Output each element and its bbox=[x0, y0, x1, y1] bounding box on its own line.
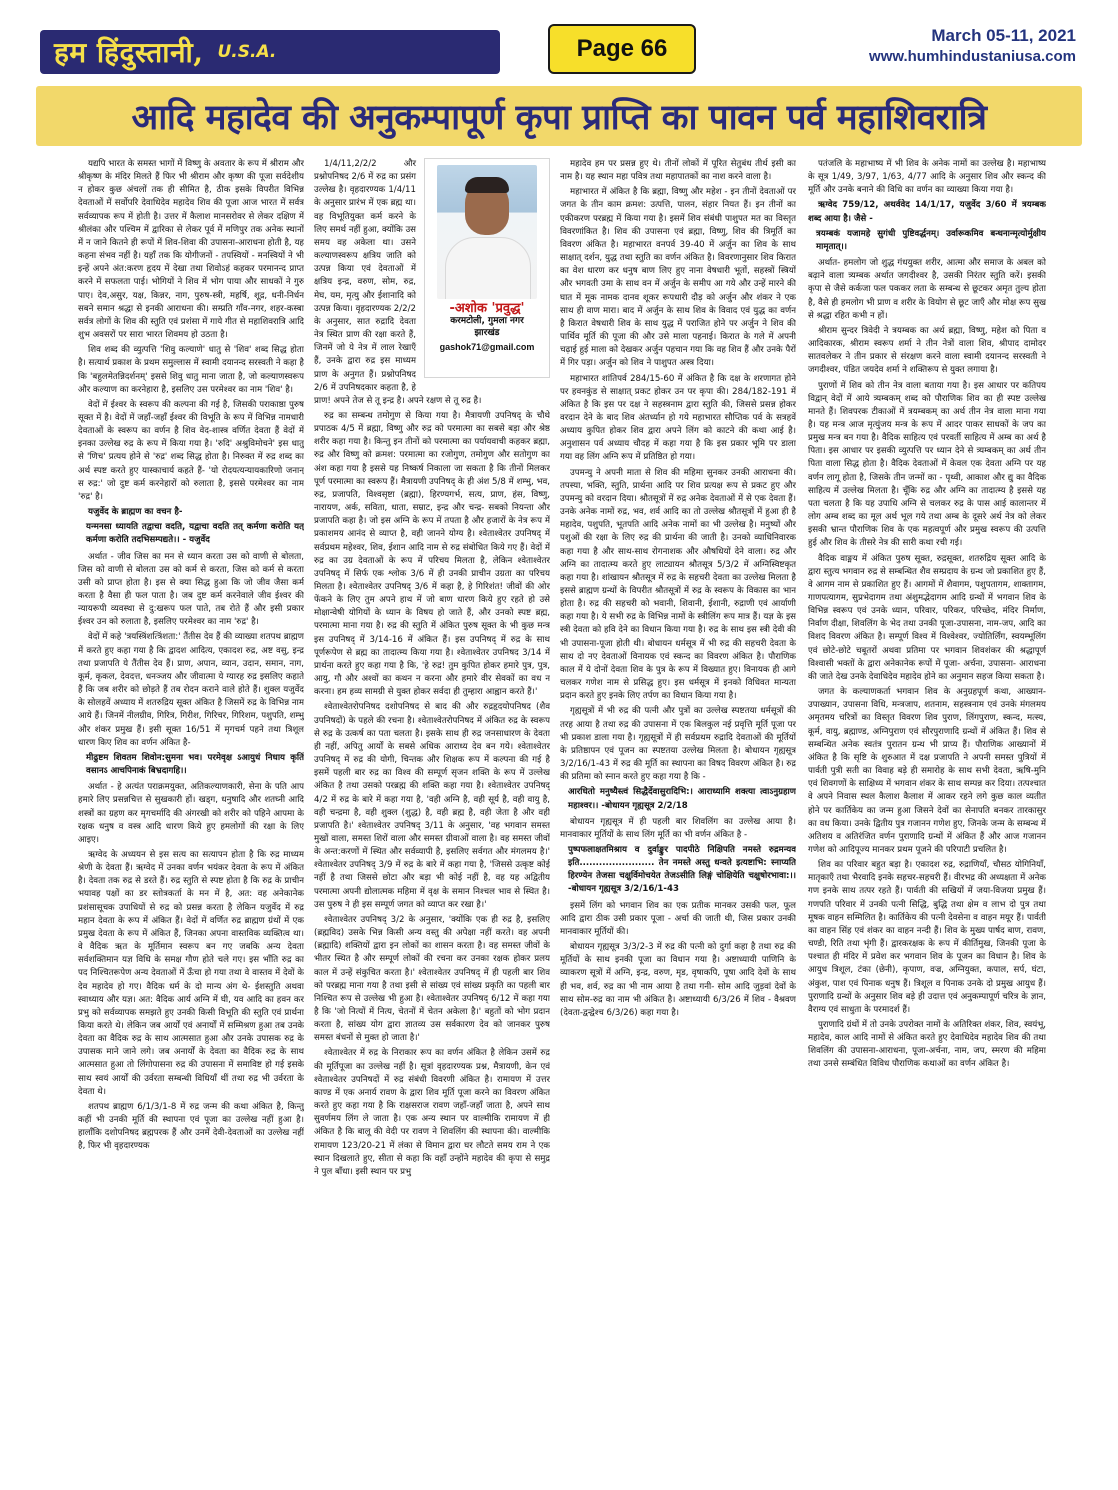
paragraph: शिव शब्द की व्युत्पत्ति 'शिवु कल्याणे' धातु से 'शिव' शब्द सिद्ध होता है। सत्यार्थ प्रकाश के प्रथम समुल्लास में स्वामी दयानन्द सरस्वती ने कहा है कि 'बहुलमेतन्निदर्शनम्' इससे शिवु धातु माना जाता है, जो कल्याणस्वरूप और कल्याण का करनेहारा है, इसलिए उस परमेश्वर का नाम 'शिव' है। bbox=[78, 345, 304, 395]
paragraph: अर्थात- हमलोग जो शुद्ध गंधयुक्त शरीर, आत्मा और समाज के अबल को बढ़ाने वाला त्र्यम्बक अर्थात जगदीश्वर है, उसकी निरंतर स्तुति करें। इसकी कृपा से जैसे कर्कजा फल पककर लता के सम्बन्ध से छूटकर अमृत तुल्य होता है, वैसे ही हमलोग भी प्राण व शरीर के वियोग से छूट जाएँ और मोक्ष रूप सुख से श्रद्धा रहित कभी न हों। bbox=[808, 258, 1046, 321]
paragraph: रुद्र का सम्बन्ध तमोगुण से किया गया है। मैत्रायणी उपनिषद् के चौथे प्रपाठक 4/5 में ब्रह्मा, विष्णु और रुद्र को परमात्मा का सबसे बड़ा और श्रेष्ठ शरीर कहा गया है। किन्तु इन तीनों को परमात्मा का पर्यायवाची कहकर ब्रह्मा, रुद्र और विष्णु को क्रमश: परमात्मा का रजोगुण, तमोगुण और सतोगुण का अंश कहा गया है इससे यह निष्कर्ष निकाला जा सकता है कि तीनों मिलकर पूर्ण परमात्मा का स्वरूप हैं। मैत्रायणी उपनिषद् के ही अंश 5/8 में शम्भु, भव, रुद्र, प्रजापति, विश्वसृष्टा (ब्रह्मा), हिरण्यगर्भ, सत्य, प्राण, हंस, विष्णु, नारायण, अर्क, सविता, धाता, सम्राट, इन्द्र और चन्द्र- सबको नियन्ता और प्रजापति कहा है। जो इस अग्नि के रूप में तपता है और हजारों के नेत्र रूप में प्रकाशमय आनंद से व्याप्त है, वही जानने योग्य है। श्वेताश्वेतर उपनिषद् में सर्वप्रथम महेश्वर, शिव, ईशान आदि नाम से रुद्र संबोधित किये गए हैं। वेदों में रुद्र का उग्र देवताओं के रूप में परिचय मिलता है, लेकिन श्वेताश्वेतर उपनिषद् में सिर्फ एक श्लोक 3/6 में ही उनकी प्राचीन उग्रता का परिचय मिलता है। श्वेताश्वेतर उपनिषद् 3/6 में कहा है, हे गिरिशंत! जीवों की ओर फेंकने के लिए तुम अपने हाथ में जो बाण धारण किये हुए रहते हो उसे मोक्षान्वेषी योगियों के ध्यान के विषय हो जाते हैं, और उनको स्पष्ट ब्रह्म, परमात्मा माना गया है। रुद्र की स्तुति में अंकित पुरुष सूक्त के भी कुछ मन्त्र इस उपनिषद् में 3/14-16 में अंकित हैं। इस उपनिषद् में रुद्र के साथ पूर्णरूपेण से ब्रह्म का तादात्म्य किया गया है। श्वेताश्वेतर उपनिषद 3/14 में प्रार्थना करते हुए कहा गया है कि, 'हे रुद्र! तुम कुपित होकर हमारे पुत्र, पुत्र, आयु, गौ और अश्वों का कथन न करना और हमारे वीर सेवकों का वध न करना। हम हव्य सामग्री से युक्त होकर सर्वदा ही तुम्हारा आह्वान करते हैं।' bbox=[314, 410, 550, 698]
paragraph: बोधायन गृह्यसूत्र में ही पहली बार शिवलिंग का उल्लेख आया है। मानवाकार मूर्तियों के साथ लिंग मूर्ति का भी वर्णन अंकित है - bbox=[560, 816, 796, 840]
paragraph: वैदिक वाङ्मय में अंकित पुरुष सूक्त, रुद्रसूक्त, शतरुद्रिय सूक्त आदि के द्वारा स्तुत्य भगवान रुद्र से सम्बन्धित शैव सम्प्रदाय के ग्रन्थ जो प्रकाशित हुए हैं, वे आगम नाम से प्रकाशित हुए हैं। आगमों में शैवागम, पशुपतागम, शाक्तागम, गाणपत्यागम, सुप्रभेदागम तथा अंशुमद्भेदागम आदि ग्रन्थों में भगवान शिव के विभिन्न स्वरूप एवं उनके ध्यान, परिवार, परिकर, परिच्छेद, मंदिर निर्माण, निर्वाण दीक्षा, शिवलिंग के भेद तथा उनकी पूजा-उपासना, नाम-जप, आदि का विशद विवरण अंकित है। सम्पूर्ण विश्व में विश्वेश्वर, ज्योतिर्लिंग, स्वयम्भूलिंग एवं छोटे-छोटे चबूतरों अथवा प्रतिमा पर भगवान शिवशंकर की श्रद्धापूर्ण विश्वासी भक्तों के द्वारा अनेकानेक रूपों में पूजा- अर्चना, उपासना- आराधना की जाते देख उनके देवाधिदेव महादेव होने का अनुमान सहज किया सकता है। bbox=[808, 553, 1046, 682]
issue-date: March 05-11, 2021 bbox=[931, 26, 1076, 45]
website-link[interactable]: www.humhindustaniusa.com bbox=[869, 48, 1076, 65]
masthead bbox=[0, 0, 1118, 80]
article-column-2 bbox=[314, 158, 550, 1480]
paragraph: महाभारत शांतिपर्व 284/15-60 में अंकित है कि दक्ष के शरणागत होने पर हवनकुंड से साक्षात् प्रकट होकर उन पर कृपा की। 284/182-191 में अंकित है कि इस पर दक्ष ने सहस्त्रनाम द्वारा स्तुति की, जिससे प्रसन्न होकर वरदान देने के बाद शिव अंतर्ध्यान हो गये महाभारत सौप्तिक पर्व के सत्रहवें अध्याय कुपित होकर शिव द्वारा अपने लिंग को काटने की कथा आई है। अनुशासन पर्व अध्याय चौदह में कहा गया है कि इस प्रकार भूमि पर डाला गया वह लिंग अग्नि रूप में प्रतिष्ठित हो गया। bbox=[560, 373, 796, 463]
paragraph: श्वेताश्वेतर में रुद्र के निराकार रूप का वर्णन अंकित है लेकिन उसमें रुद्र की मूर्तिपूजा का उल्लेख नहीं है। सूत्रां वृहदारण्यक प्रश्न, मैत्रायणी, केन एवं श्वेताश्वेतर उपनिषदों में रुद्र संबंधी विवरणी अंकित है। रामायण में उत्तर काण्ड में एक अनार्य रावण के द्वारा शिव मूर्ति पूजा करने का विवरण अंकित करते हुए कहा गया है कि राक्षसराज रावण जहाँ-जहाँ जाता है, अपने साथ सुवर्णमय लिंग ले जाता है। एक अन्य स्थान पर वाल्मीकि रामायण में ही अंकित है कि बालू की वेदी पर रावण ने शिवलिंग की स्थापना की। वाल्मीकि रामायण 123/20-21 में लंका से विमान द्वारा घर लौटते समय राम ने एक स्थान दिखलाते हुए, सीता से कहा कि वहाँ उन्होंने महादेव की कृपा से समुद्र ने पुल बाँधा। इसी स्थान पर प्रभु bbox=[314, 1048, 550, 1177]
paragraph: इसमें लिंग को भगवान शिव का एक प्रतीक मानकर उसकी फल, फूल आदि द्वारा ठीक उसी प्रकार पूजा - अर्चा की जाती थी, जिस प्रकार उनकी मानवाकार मूर्तियों की। bbox=[560, 900, 796, 937]
author-card bbox=[424, 158, 550, 378]
page-number-badge bbox=[548, 24, 696, 74]
paragraph: महाभारत में अंकित है कि ब्रह्मा, विष्णु और महेश - इन तीनों देवताओं पर जगत के तीन काम क्रमश: उत्पत्ति, पालन, संहार नियत हैं। इन तीनों का एकीकरण परब्रह्म में किया गया है। इसमें शिव संबंधी पाशुपत मत का विस्तृत विवरणांकित है। शिव की उपासना एवं ब्रह्मा, विष्णु, शिव की त्रिमूर्ति का विवरण अंकित है। महाभारत वनपर्व 39-40 में अर्जुन का शिव के साथ साक्षात् दर्शन, युद्ध तथा स्तुति का वर्णन अंकित है। विवरणानुसार शिव किरात का वेश धारण कर धनुष बाण लिए हुए नाना वेषधारी भूतों, सहस्त्रों स्त्रियों और भगवती उमा के साथ वन में अर्जुन के समीप आ गये और उन्हें मारने की घात में मूक नामक दानव शूकर रूपधारी दौड़ को अर्जुन और शंकर ने एक साथ ही वाण मारा। बाद में अर्जुन के साथ शिव के विवाद एवं युद्ध का वर्णन है किरात वेषधारी शिव के साथ युद्ध में पराजित होने पर अर्जुन ने शिव की पार्थिव मूर्ति की पूजा की और उसे माला पहनाई। किरात के गले में अपनी चढ़ाई हुई माला को देखकर अर्जुन पहचान गया कि वह शिव हैं और उनके पैरों में गिर पड़ा। अर्जुन को शिव ने पाशुपत अस्त्र दिया। bbox=[560, 187, 796, 369]
paragraph: अर्थात - जीव जिस का मन से ध्यान करता उस को वाणी से बोलता, जिस को वाणी से बोलता उस को कर्म से करता, जिस को कर्म से करता उसी को प्राप्त होता है। इस से क्या सिद्ध हुआ कि जो जीव जैसा कर्म करता है वैसा ही फल पाता है। जब दुष्ट कर्म करनेवाले जीव ईश्वर की न्यायरूपी व्यवस्था से दु:खरूप फल पाते, तब रोते हैं और इसी प्रकार ईश्वर उन को रुलाता है, इसलिए परमेश्वर का नाम 'रुद्र' है। bbox=[78, 551, 304, 628]
newspaper-brand-bar bbox=[40, 30, 500, 74]
author-name: -अशोक 'प्रवुद्ध' bbox=[449, 301, 525, 316]
paragraph: गृह्यसूत्रों में भी रुद्र की पत्नी और पुत्रों का उल्लेख स्पष्टतया धर्मसूत्रों की तरह आया है तथा रुद्र की उपासना में एक बिलकुल नई प्रवृत्ति मूर्ति पूजा पर भी प्रकाश डाला गया है। गृह्यसूत्रों में ही सर्वप्रथम रुद्रादि देवताओं की मूर्तियों के प्रतिष्ठापन एवं पूजन का स्पष्टतया उल्लेख मिलता है। बोधायन गृह्यसूत्र 3/2/16/1-43 में रुद्र की मूर्ति का स्थापना का विषद विवरण अंकित है। रुद्र की प्रतिमा को स्नान करते हुए कहा गया है कि - bbox=[560, 706, 796, 783]
paragraph: पुराणों में शिव को तीन नेत्र वाला बताया गया है। इस आधार पर कतिपय विद्वान् वेदों में आये त्र्यम्बकम् शब्द को पौराणिक शिव का ही स्पष्ट उल्लेख मानते हैं। शिवपरक टीकाओं में त्रयम्बकम् का अर्थ तीन नेत्र वाला माना गया है। यह मन्त्र आज मृत्युंजय मन्त्र के रूप में आदर पाकर साधकों के जप का प्रमुख मन्त्र बन गया है। वैदिक साहित्य एवं परवर्ती साहित्य में अम्ब का अर्थ है पिता। इस आधार पर इसकी व्युत्पत्ति पर ध्यान देने से त्र्यम्बकम् का अर्थ तीन पिता वाला सिद्ध होता है। वैदिक देवताओं में केवल एक देवता अग्नि पर यह वर्णन लागू होता है, जिसके तीन जन्मों का - पृथ्वी, आकाश और द्यु का वैदिक साहित्य में उल्लेख मिलता है। चूँकि रुद्र और अग्नि का तादात्म्य है इससे यह पता चलता है कि यह उपाधि अग्नि से चलकर रुद्र के पास आई कालान्तर में लोग अम्ब शब्द का मूल अर्थ भूल गये तथा अम्ब के दूसरे अर्थ नेत्र को लेकर इसकी भ्रान्त पौराणिक शिव के एक महत्वपूर्ण और प्रमुख स्वरूप की उत्पत्ति हुई और शिव के तीसरे नेत्र की सारी कथा रची गई। bbox=[808, 380, 1046, 549]
sanskrit-verse: आरधितो मनुष्यैस्त्वं सिद्धैर्देवासुरादिभि:। आराध्यामि शक्त्या त्वाऽनुग्रहाण महाश्वर।। -बोधायन गृह्यसूत्र 2/2/18 bbox=[568, 787, 796, 811]
mantra-verse: त्रयम्बकं यजामहे सुगंधी पुष्टिवर्द्धनम्। उर्वारूकमिव बन्धनान्मृत्योर्मुक्षीय मामृतात्।। bbox=[816, 228, 1046, 252]
paragraph: श्वेताश्वेतर उपनिषद् 3/2 के अनुसार, 'क्योंकि एक ही रुद्र है, इसलिए (ब्रह्मविद) उसके भिन्न किसी अन्य वस्तु की अपेक्षा नहीं करते। वह अपनी (ब्रह्मादि) शक्तियों द्वारा इन लोकों का शासन करता है। वह समस्त जीवों के भीतर स्थित है और सम्पूर्ण लोकों की रचना कर उनका रक्षक होकर प्रलय काल में उन्हें संकुचित करता है।' श्वेताश्वेतर उपनिषद् में ही पहली बार शिव को परब्रह्म माना गया है तथा इसी से सांख्य एवं सांख्य प्रकृति का पहली बार निश्चित रूप से उल्लेख भी हुआ है। श्वेताश्वेतर उपनिषद् 6/12 में कहा गया है कि 'जो नित्यों में नित्य, चेतनों में चेतन अकेला है।' बहुतों को भोग प्रदान करता है, सांख्य योग द्वारा ज्ञातव्य उस सर्वकारण देव को जानकर पुरुष समस्त बंधनों से मुक्त हो जाता है।' bbox=[314, 914, 550, 1044]
issue-info bbox=[869, 26, 1076, 65]
vedic-reference: ऋग्वेद 759/12, अथर्ववेद 14/1/17, यजुर्वेद 3/60 में त्रयम्बक शब्द आया है। जैसे - bbox=[808, 200, 1046, 224]
article-body bbox=[78, 158, 1046, 1480]
paragraph: बोधायन गृह्यसूत्र 3/3/2-3 में रुद्र की पत्नी को दुर्गा कहा है तथा रुद्र की मूर्तियों के साथ इनकी पूजा का विधान गया है। अष्टाध्यायी पाणिनि के व्याकरण सूत्रों में अग्नि, इन्द्र, वरुण, मृड, वृषाकपि, पूषा आदि देवों के साथ ही भव, शर्व, रुद्र का भी नाम आया है तथा गनी- सोम आदि जुड़वां देवों के साथ सोम-रुद्र का नाम भी अंकित है। अष्टाध्यायी 6/3/26 में शिव - वैश्रवण (देवता-द्वन्द्वेश्च 6/3/26) कहा गया है। bbox=[560, 942, 796, 1018]
sanskrit-verse: यन्मनसा ध्यायति तद्वाचा वदति, यद्वाचा वदति तत् कर्मणा करोति यत् कर्मणा करोति तदभिसम्पद्यते।। - यजुर्वेद bbox=[86, 522, 304, 546]
paragraph: शतपथ ब्राह्मण 6/1/3/1-8 में रुद्र जन्म की कथा अंकित है, किन्तु कहीं भी उनकी मूर्ति की स्थापना एवं पूजा का उल्लेख नहीं हुआ है। हालाँकि दशोपनिषद ब्रह्मपरक हैं और उनमें देवी-देवताओं का उल्लेख नहीं है, फिर भी वृहदारण्यक bbox=[78, 1101, 304, 1152]
paragraph: यद्यपि भारत के समस्त भागों में विष्णु के अवतार के रूप में श्रीराम और श्रीकृष्ण के मंदिर मिलते हैं फिर भी श्रीराम और कृष्ण की पूजा सर्वदेशीय न होकर कुछ अंचलों तक ही सीमित है, ठीक इसके विपरीत विभिन्न देवताओं में सर्वोपरि देवाधिदेव महादेव शिव की पूजा आज भारत में सर्वत्र सर्वव्यापक रूप में होती है। उत्तर में कैलाश मानसरोवर से लेकर दक्षिण में श्रीलंका और पश्चिम में द्वारिका से लेकर पूर्व में मणिपुर तक अनेक स्थानों में न जाने कितने ही रूपों में शिव-शिवा की उपासना-आराधना होती है, यह कहना संभव नहीं है। यहाँ तक कि योगीजनों - तपस्वियों - मनस्वियों ने भी इन्हें अपने अंत:करण हृदय में देखा तथा शिवोऽहं कहकर परमानन्द प्राप्त करने में सफलता पाई। भोगियों ने शिव में भोग पाया और साधकों ने गुरु पाए। देव,असुर, यक्ष, किन्नर, नाग, पुरुष-स्त्री, महर्षि, शूद्र, धनी-निर्धन सबने समान श्रद्धा से इनकी आराधना की। सम्प्रति गाँव-नगर, शहर-कस्बा सर्वत्र लोगों के शिव की स्तुति एवं प्रशंसा में गाये गीत से महाशिवरात्रि आदि शुभ अवसरों पर सारा भारत शिवमय हो उठता है। bbox=[78, 159, 304, 341]
sanskrit-verse: पुष्पफलाक्षतमिश्राय व दुर्वाङ्कुर पादपीठे निक्षिपति नमस्ते रुद्रमन्यव इति....................... तेन नमस्ते अस्तु धन्वते इत्यष्टाभि: स्नाप्यति हिरण्येन तेजसा चक्षुर्विमोचयेत तेजऽसीति लिङ्गं चोक्षियेति चक्षुषोरभावा:।। -बोधायन गृह्यसूत्र 3/2/16/1-43 bbox=[568, 844, 796, 895]
sanskrit-verse: मीढुष्टम शिवतम शिवोन:सुमना भव। परमेवृक्ष ऽआयुधं निधाय कृतिं वसानऽ आचपिनाकं बिभ्रदागहि।। bbox=[86, 752, 304, 777]
author-email[interactable]: gashok71@gmail.com bbox=[439, 342, 535, 352]
section-lead: यजुर्वेद के ब्राह्मण का वचन है- bbox=[88, 507, 183, 518]
paragraph: पतंजलि के महाभाष्य में भी शिव के अनेक नामों का उल्लेख है। महाभाष्य के सूत्र 1/49, 3/97, 1/63, 4/77 आदि के अनुसार शिव और स्कन्द की मूर्ति और उनके बनाने की विधि का वर्णन का व्याख्या किया गया है। bbox=[808, 159, 1046, 196]
page-number: Page 66 bbox=[576, 35, 668, 62]
paragraph: शिव का परिवार बहुत बड़ा है। एकादश रुद्र, रुद्राणियाँ, चौसठ योगिनियाँ, मातृकाएँ तथा भैरवादि इनके सहचर-सहचरी हैं। वीरभद्र की अध्यक्षता में अनेक गण इनके साथ तत्पर रहते हैं। पार्वती की सखियों में जया-विजया प्रमुख हैं। गणपति परिवार में उनकी पत्नी सिद्धि, बुद्धि तथा क्षेम व लाभ दो पुत्र तथा मूषक वाहन सम्मिलित है। कार्तिकेय की पत्नी देवसेना व वाहन मयूर हैं। पार्वती का वाहन सिंह एवं शंकर का वाहन नन्दी हैं। शिव के मुख्य पार्षद बाण, रावण, चण्डी, रिति तथा भृंगी हैं। द्वारकरक्षक के रूप में कीर्तिमुख, जिनकी पूजा के पश्चात ही मंदिर में प्रवेश कर भगवान शिव के पूजन का विधान है। शिव के आयुध त्रिशूल, टंका (छेनी), कृपाण, वज्र, अग्नियुक्त, कपाल, सर्प, घंटा, अंकुश, पाश एवं पिनाक धनुष हैं। त्रिशूल व पिनाक उनके दो प्रमुख आयुध हैं। पुराणादि ग्रन्थों के अनुसार शिव बड़े ही उदात्त एवं अनुकम्पापूर्ण चरित्र के ज्ञान, वैराग्य एवं साधुता के परमादर्श हैं। bbox=[808, 860, 1046, 1015]
paragraph: महादेव हम पर प्रसन्न हुए थे। तीनों लोकों में पूरित सेतुबंध तीर्थ इसी का नाम है। यह स्थान महा पवित्र तथा महापातकों का नाश करने वाला है। bbox=[560, 159, 796, 183]
article-column-3 bbox=[560, 158, 796, 1480]
paragraph: जगत के कल्याणकर्ता भगवान शिव के अनुग्रहपूर्ण कथा, आख्यान- उपाख्यान, उपासना विधि, मन्त्रजाप, शतनाम, सहस्त्रनाम एवं उनके मंगलमय अमृतमय चरित्रों का विस्तृत विवरण शिव पुराण, लिंगपुराण, स्कन्द, मत्स्य, कूर्म, वायु, ब्रह्माण्ड, अग्निपुराण एवं सौरपुराणादि ग्रन्थों में अंकित हैं। शिव से सम्बन्धित अनेक स्वतंत्र पुरातन ग्रन्थ भी प्राप्य हैं। पौराणिक आख्यानों में अंकित है कि सृष्टि के शुरुआत में दक्ष प्रजापति ने अपनी समस्त पुत्रियों में पार्वती पुत्री सती का विवाह बड़े ही समारोह के साथ सभी देवता, ऋषि-मुनि एवं शिवगणों के साक्षिध्य में भगवान शंकर के साथ सम्पन्न कर दिया। तत्पश्चात वे अपने निवास स्थल कैलाश कैलाश में आकर रहने लगे कुछ काल व्यतीत होने पर कार्तिकेय का जन्म हुआ जिसने देवों का सेनापति बनकर तारकासुर का वध किया। उनके द्वितीय पुत्र गजानन गणेश हुए, जिनके जन्म के सम्बन्ध में अतिशय व अतिरंजित वर्णन पुराणादि ग्रन्थों में अंकित हैं और आज गजानन गणेश को आदिपूज्य मानकर प्रथम पूजने की परिपाटी प्रचलित है। bbox=[808, 687, 1046, 855]
newspaper-name: हम हिंदुस्तानी, bbox=[54, 36, 204, 69]
paragraph: वेदों में कहे 'त्रयस्त्रिंशत्त्रिंशता:' तैंतीस देव हैं की व्याख्या शतपथ ब्राह्मण में करते हुए कहा गया है कि द्वादश आदित्य, एकादश रुद्र, अष्ट वसु, इन्द्र तथा प्रजापति ये तैंतीस देव हैं। प्राण, अपान, व्यान, उदान, समान, नाग, कूर्म, कृकल, देवदत्त, धनञ्जय और जीवात्मा ये ग्यारह रुद्र इसलिए कहाते हैं कि जब शरीर को छोड़ते हैं तब रोदन कराने वाले होते हैं। शुक्ल यजुर्वेद के सोलहवें अध्याय में शतरुद्रिय सूक्त अंकित है जिसमें रुद्र के विभिन्न नाम आये हैं। जिनमें नीलग्रीव, गिरित्र, गिरीश, गिरिचर, गिरिशम, पशुपति, शम्भु और शंकर प्रमुख हैं। इसी सूक्त 16/51 में मृगचर्म पहने तथा त्रिशूल धारण किए शिव का वर्णन अंकित है- bbox=[78, 632, 304, 748]
paragraph: अर्थात - हे अत्यंत पराक्रमयुक्त, अतिकल्याणकारी, सेना के पति आप हमारे लिए प्रसन्नचित्त से सुखकारी हों। खड्ग, धनुषादि और शतघ्नी आदि शस्त्रों का ग्रहण कर मृगचर्मादि की अंगरखी को शरीर को पहिने आपमा के रक्षक धनुष व वस्त्र आदि धारण किये हुए हमलोगों की रक्षा के लिए आइए। bbox=[78, 782, 304, 845]
paragraph: पुराणादि ग्रंथों में तो उनके उपरोक्त नामों के अतिरिक्त शंकर, शिव, स्वयंभू, महादेव, काल आदि नामों से अंकित करते हुए देवाधिदेव महादेव शिव की तथा शिवलिंग की उपासना-आराधना, पूजा-अर्चना, नाम, जप, स्मरण की महिमा तथा उनसे सम्बंधित विविध पौराणिक कथाओं का वर्णन अंकित है। bbox=[808, 1020, 1046, 1070]
article-column-1 bbox=[78, 158, 304, 1480]
author-location-line-2: झारखंड bbox=[474, 328, 500, 338]
article-headline-banner bbox=[36, 86, 1082, 146]
article-headline: आदि महादेव की अनुकम्पापूर्ण कृपा प्राप्ति का पावन पर्व महाशिवरात्रि bbox=[131, 97, 987, 138]
paragraph: ऋग्वेद के अध्ययन से इस सत्य का सत्यापन होता है कि रुद्र माध्यम श्रेणी के देवता हैं। ऋग्वेद में उनका वर्णन भयंकर देवता के रूप में अंकित है। देवता तक रुद्र से डरते हैं। रुद्र स्तुति से स्पष्ट होता है कि रुद्र के प्राचीन भयावह पक्षों का डर स्तोत्रकर्ता के मन में है, अत: वह अनेकानेक प्रशंसासूचक उपाधियों से रुद्र को प्रसन्न करता है लेकिन यजुर्वेद में रुद्र महान देवता के रूप में अंकित हैं। वेदों में वर्णित रुद्र ब्राह्मण ग्रंथों में एक प्रमुख देवता के रूप में अंकित हैं, जिनका अपना वास्तविक व्यक्तित्व था। वे वैदिक ऋत के मूर्तिमान स्वरूप बन गए जबकि अन्य देवता सर्वशक्तिमान यज्ञ विधि के समक्ष गौण होते चले गए। इस भाँति रुद्र का पद निश्चितरूपेण अन्य देवताओं में ऊँचा हो गया तथा वे वास्तव में देवों के देव महादेव हो गए। वैदिक धर्म के दो मान्य अंग थे- ईशस्तुति अथवा स्वाध्याय और यज्ञ। अत: वैदिक आर्य अग्नि में घी, यव आदि का हवन कर प्रभु को सर्वव्यापक समझते हुए उनकी किसी विभूति की स्तुति एवं प्रार्थना किया करते थे। लेकिन जब आर्यों एवं अनार्यों में सम्मिश्रण हुआ तब उनके देवता का वैदिक रुद्र के साथ आत्मसात हुआ और उनके उपासक रुद्र के उपासक माने जाने लगे। जब अनार्यों के देवता का वैदिक रुद्र के साथ आत्मसात हुआ तो लिंगोपासना रुद्र की उपासना में समाविष्ट हो गई इसके साथ स्वयं आर्यों की उर्वरता सम्बन्धी विधियाँ थीं तथा रुद्र भी उर्वरता के देवता थे। bbox=[78, 849, 304, 1097]
article-column-4 bbox=[808, 158, 1046, 1480]
newspaper-country: U.S.A. bbox=[217, 42, 277, 62]
paragraph: 1/4/11,2/2/2 और प्रश्नोपनिषद 2/6 में रुद्र का प्रसंग उल्लेख है। वृहदारण्यक 1/4/11 के अनुसार प्रारंभ में एक ब्रह्म था। वह विभूतियुक्त कर्म करने के लिए समर्थ नहीं हुआ, क्योंकि उस समय वह अकेला था। उसने कल्याणस्वरूप क्षत्रिय जाति को उत्पन्न किया एवं देवताओं में क्षत्रिय इन्द्र, वरुण, सोम, रुद्र, मेघ, यम, मृत्यु और ईशानादि को उत्पन्न किया। वृहदारण्यक 2/2/2 के अनुसार, सात रुद्रादि देवता नेत्र स्थित प्राण की रक्षा करते हैं, जिनमें जो ये नेत्र में लाल रेखाएँ हैं, उनके द्वारा रुद्र इस माध्यम प्राण के अनुगत हैं। प्रश्नोपनिषद 2/6 में उपनिषदकार कहता है, हे प्राण! अपने तेज से तू इन्द्र है। अपने रक्षण से तू रुद्र है। bbox=[314, 159, 482, 406]
author-location-line-1: करमटोली, गुमला नगर bbox=[450, 316, 524, 326]
author-photo bbox=[437, 165, 537, 299]
paragraph: श्वेताश्वेतरोपनिषद दशोपनिषद से बाद की और रुद्रहृदयोपनिषद (शैव उपनिषदों) के पहले की रचना है। श्वेताश्वेतरोपनिषद में अंकित रुद्र के स्वरूप से रुद्र के उत्कर्ष का पता चलता है। इसके साथ ही रुद्र जनसाधारण के देवता ही नहीं, अपितु आर्यों के सबसे अधिक आराध्य देव बन गये। श्वेताश्वेतर उपनिषद् में रुद्र की योगी, चिन्तक और शिक्षक रूप में कल्पना की गई है इसमें पहली बार रुद्र का विश्व की सम्पूर्ण सृजन शक्ति के रूप में उल्लेख अंकित है तथा उसको परब्रह्म की शक्ति कहा गया है। श्वेताश्वेतर उपनिषद् 4/2 में रुद्र के बारे में कहा गया है, 'वही अग्नि है, वही सूर्य है, वही वायु है, वही चन्द्रमा है, वही शुक्ल (शुद्ध) है, वही ब्रह्म है, वही जेता है और वही प्रजापति है।' श्वेताश्वेतर उपनिषद् 3/11 के अनुसार, 'वह भगवान समस्त मुखों वाला, समस्त शिरों वाला और समस्त ग्रीवाओं वाला है। वह समस्त जीवों के अन्त:करणों में स्थित और सर्वव्यापी है, इसलिए सर्वगत और मंगलमय है।' श्वेताश्वेतर उपनिषद् 3/9 में रुद्र के बारे में कहा गया है, 'जिससे उत्कृष्ट कोई नहीं है तथा जिससे छोटा और बड़ा भी कोई नहीं है, वह यह अद्वितीय परमात्मा अपनी द्योलात्मक महिमा में वृक्ष के समान निश्चल भाव से स्थित है। उस पुरुष ने ही इस सम्पूर्ण जगत को व्याप्त कर रखा है।' bbox=[314, 702, 550, 910]
paragraph: वेदों में ईश्वर के स्वरूप की कल्पना की गई है, जिसकी पराकाष्ठा पुरुष सूक्त में है। वेदों में जहाँ-जहाँ ईश्वर की विभूति के रूप में विभिन्न नामधारी देवताओं के स्वरूप का वर्णन है शिव वेद-शास्त्र वर्णित देवता हैं वेदों में इनका उल्लेख रुद्र के रूप में किया गया है। 'रुदि' अश्रुविमोचने' इस धातु से 'णिच' प्रत्यय होने से 'रुद्र' शब्द सिद्ध होता है। निरुक्त में रुद्र शब्द का अर्थ स्पष्ट करते हुए यास्काचार्य कहते हैं- 'यो रोदयत्यन्यायकारिणो जनान् स रुद्र:' जो दुष्ट कर्म करनेहारों को रुलाता है, इससे परमेश्वर का नाम 'रुद्र' है। bbox=[78, 399, 304, 502]
paragraph: उपमन्यु ने अपनी माता से शिव की महिमा सुनकर उनकी आराधना की। तपस्या, भक्ति, स्तुति, प्रार्थना आदि पर शिव प्रत्यक्ष रूप से प्रकट हुए और उपमन्यु को वरदान दिया। श्रौतसूत्रों में रुद्र अनेक देवताओं में से एक देवता हैं। उनके अनेक नामों रुद्र, भव, शर्व आदि का तो उल्लेख श्रौतसूत्रों में हुआ ही है महादेव, पशुपति, भूतपति आदि अनेक नामों का भी उल्लेख है। मनुष्यों और पशुओं की रक्षा के लिए रुद्र की प्रार्थना की जाती है। उनको व्याधिनिवारक कहा गया है और साथ-साथ रोगनाशक और औषधियों देने वाला। रुद्र और अग्नि का तादात्म्य करते हुए लाट्यायन श्रौतसूत्र 5/3/2 में अग्निस्विष्टकृत कहा गया है। शांखायन श्रौतसूत्र में रुद्र के सहचरी देवता का उल्लेख मिलता है इससे ब्राह्मण ग्रन्थों के विपरीत श्रौतसूत्रों में रुद्र के स्वरूप के विकास का भान होता है। रुद्र की सहचरी को भवानी, शिवानी, ईशानी, रुद्राणी एवं आर्याणी कहा गया है। ये सभी रुद्र के विभिन्न नामों के स्त्रीलिंग रूप मात्र हैं। यज्ञ के इस स्त्री देवता को हवि देने का विधान किया गया है। रुद्र के साथ इस स्त्री देवी की भी उपासना-पूजा होती थी। बोधायन धर्मसूत्र में भी रुद्र की सहचरी देवता के साथ दो नए देवताओं विनायक एवं स्कन्द का विवरण अंकित है। पौराणिक काल में ये दोनों देवता शिव के पुत्र के रूप में विख्यात हुए। विनायक ही आगे चलकर गणेश नाम से प्रसिद्ध हुए। इस धर्मसूत्र में इनको विधिवत मान्यता प्रदान करते हुए इनके लिए तर्पण का विधान किया गया है। bbox=[560, 467, 796, 702]
paragraph: श्रीराम सुन्दर त्रिवेदी ने त्रयम्बक का अर्थ ब्रह्मा, विष्णु, महेश को पिता व आदिकारक, श्रीराम स्वरूप शर्मा ने तीन नेत्रों वाला शिव, श्रीपाद दामोदर सातवलेकर ने तीन प्रकार से संरक्षण करने वाला स्वामी दयानन्द सरस्वती ने जगदीश्वर, पंडित जयदेव शर्मा ने शक्तिरूप से युक्त लगाया है। bbox=[808, 325, 1046, 376]
